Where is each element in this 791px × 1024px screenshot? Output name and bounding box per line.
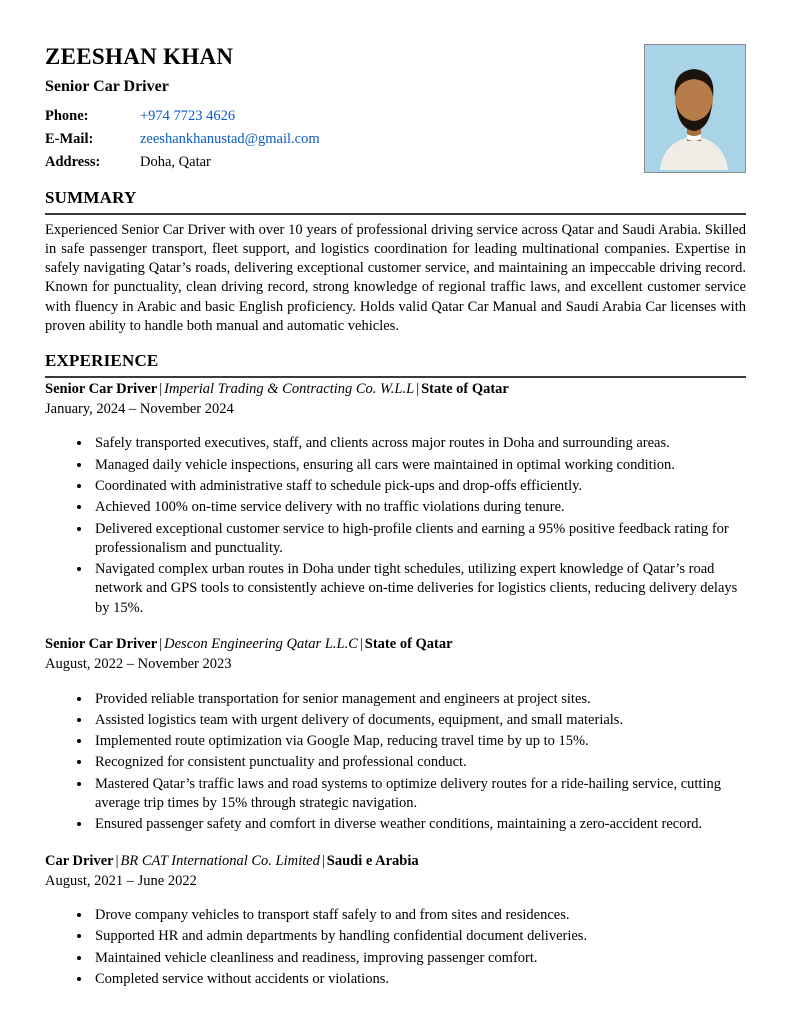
- job-company: Descon Engineering Qatar L.L.C: [164, 636, 358, 652]
- candidate-title: Senior Car Driver: [45, 77, 169, 95]
- job-bullets: [45, 906, 746, 989]
- bullet: • Recognized for consistent punctuality and professional conduct.: [92, 753, 746, 772]
- bullet: • Drove company vehicles to transport staff safely to and from sites and residences.: [92, 906, 746, 925]
- bullet: • Safely transported executives, staff, and clients across major routes in Doha and surrounding areas.: [92, 434, 746, 453]
- job-bullets: [45, 434, 746, 618]
- header-left: [45, 42, 320, 173]
- contact-block: [45, 107, 320, 173]
- summary-section: [45, 187, 746, 336]
- separator: |: [115, 852, 119, 869]
- job-location: Saudi e Arabia: [326, 852, 419, 869]
- bullet: • Implemented route optimization via Google Map, reducing travel time by up to 15%.: [92, 732, 746, 751]
- separator: |: [321, 852, 325, 869]
- job-dates: August, 2021 – June 2022: [45, 872, 197, 889]
- job-title: Car Driver: [45, 852, 114, 869]
- job-location: State of Qatar: [421, 380, 509, 397]
- job-dates: January, 2024 – November 2024: [45, 401, 234, 418]
- job-entry: [45, 635, 746, 835]
- job-title-line: [45, 380, 746, 399]
- bullet: • Maintained vehicle cleanliness and readiness, improving passenger comfort.: [92, 949, 746, 968]
- phone-label: Phone:: [45, 107, 89, 124]
- address-value: Doha, Qatar: [140, 154, 211, 171]
- bullet: • Ensured passenger safety and comfort in diverse weather conditions, maintaining a zero-accident record.: [92, 815, 746, 834]
- experience-section: [45, 350, 746, 989]
- job-title-line: [45, 635, 746, 654]
- phone-link[interactable]: +974 7723 4626: [140, 107, 236, 124]
- separator: |: [416, 380, 420, 397]
- bullet: • Supported HR and admin departments by handling confidential document deliveries.: [92, 927, 746, 946]
- bullet: • Mastered Qatar’s traffic laws and road systems to optimize delivery routes for a ride-hailing service, cutting average trip times by 15% through strategic navigation.: [92, 775, 746, 814]
- address-label: Address:: [45, 154, 101, 171]
- summary-text: Experienced Senior Car Driver with over 10 years of professional driving service across Qatar and Saudi Arabia. Skilled in safe passenger transport, fleet support, and logistics coordination for leading multinational companies. Expertise in safely navigating Qatar’s roads, delivering exceptional customer service, and maintaining an impeccable driving record. Known for punctuality, clean driving record, strong knowledge of regional traffic laws, and excellent customer service with fluency in Arabic and basic English proficiency. Holds valid Qatar Car Manual and Saudi Arabia Car licenses with proven ability to handle both manual and automatic vehicles.: [45, 221, 746, 335]
- bullet: • Coordinated with administrative staff to schedule pick-ups and drop-offs efficiently.: [92, 477, 746, 496]
- experience-heading: EXPERIENCE: [45, 350, 746, 378]
- job-company: Imperial Trading & Contracting Co. W.L.L: [164, 380, 415, 397]
- bullet: • Assisted logistics team with urgent delivery of documents, equipment, and small materials.: [92, 711, 746, 730]
- job-bullets: [45, 690, 746, 835]
- separator: |: [159, 380, 163, 397]
- job-title: Senior Car Driver: [45, 636, 158, 652]
- bullet: • Achieved 100% on-time service delivery with no traffic violations during tenure.: [92, 498, 746, 517]
- bullet: • Managed daily vehicle inspections, ensuring all cars were maintained in optimal working condition.: [92, 456, 746, 475]
- job-title-line: [45, 852, 746, 871]
- bullet: • Completed service without accidents or violations.: [92, 970, 746, 989]
- bullet: • Navigated complex urban routes in Doha under tight schedules, utilizing expert knowledge of Qatar’s road network and GPS tools to consistently achieve on-time deliveries for logistics clients, reducing delivery delays by 15%.: [92, 560, 746, 618]
- job-title: Senior Car Driver: [45, 380, 158, 397]
- profile-photo: [644, 44, 746, 173]
- separator: |: [159, 636, 163, 652]
- email-label: E-Mail:: [45, 131, 94, 148]
- header: [45, 42, 746, 173]
- person-photo-placeholder: [645, 45, 743, 170]
- job-entry: [45, 380, 746, 618]
- job-entry: [45, 852, 746, 990]
- separator: |: [359, 636, 363, 652]
- summary-heading: SUMMARY: [45, 187, 746, 215]
- candidate-name: ZEESHAN KHAN: [45, 44, 234, 69]
- email-link[interactable]: zeeshankhanustad@gmail.com: [140, 131, 320, 148]
- bullet: • Provided reliable transportation for senior management and engineers at project sites.: [92, 690, 746, 709]
- job-company: BR CAT International Co. Limited: [120, 852, 320, 869]
- job-dates: August, 2022 – November 2023: [45, 656, 232, 673]
- bullet: • Delivered exceptional customer service to high-profile clients and earning a 95% positive feedback rating for professionalism and punctuality.: [92, 520, 746, 559]
- job-location: State of Qatar: [364, 636, 453, 652]
